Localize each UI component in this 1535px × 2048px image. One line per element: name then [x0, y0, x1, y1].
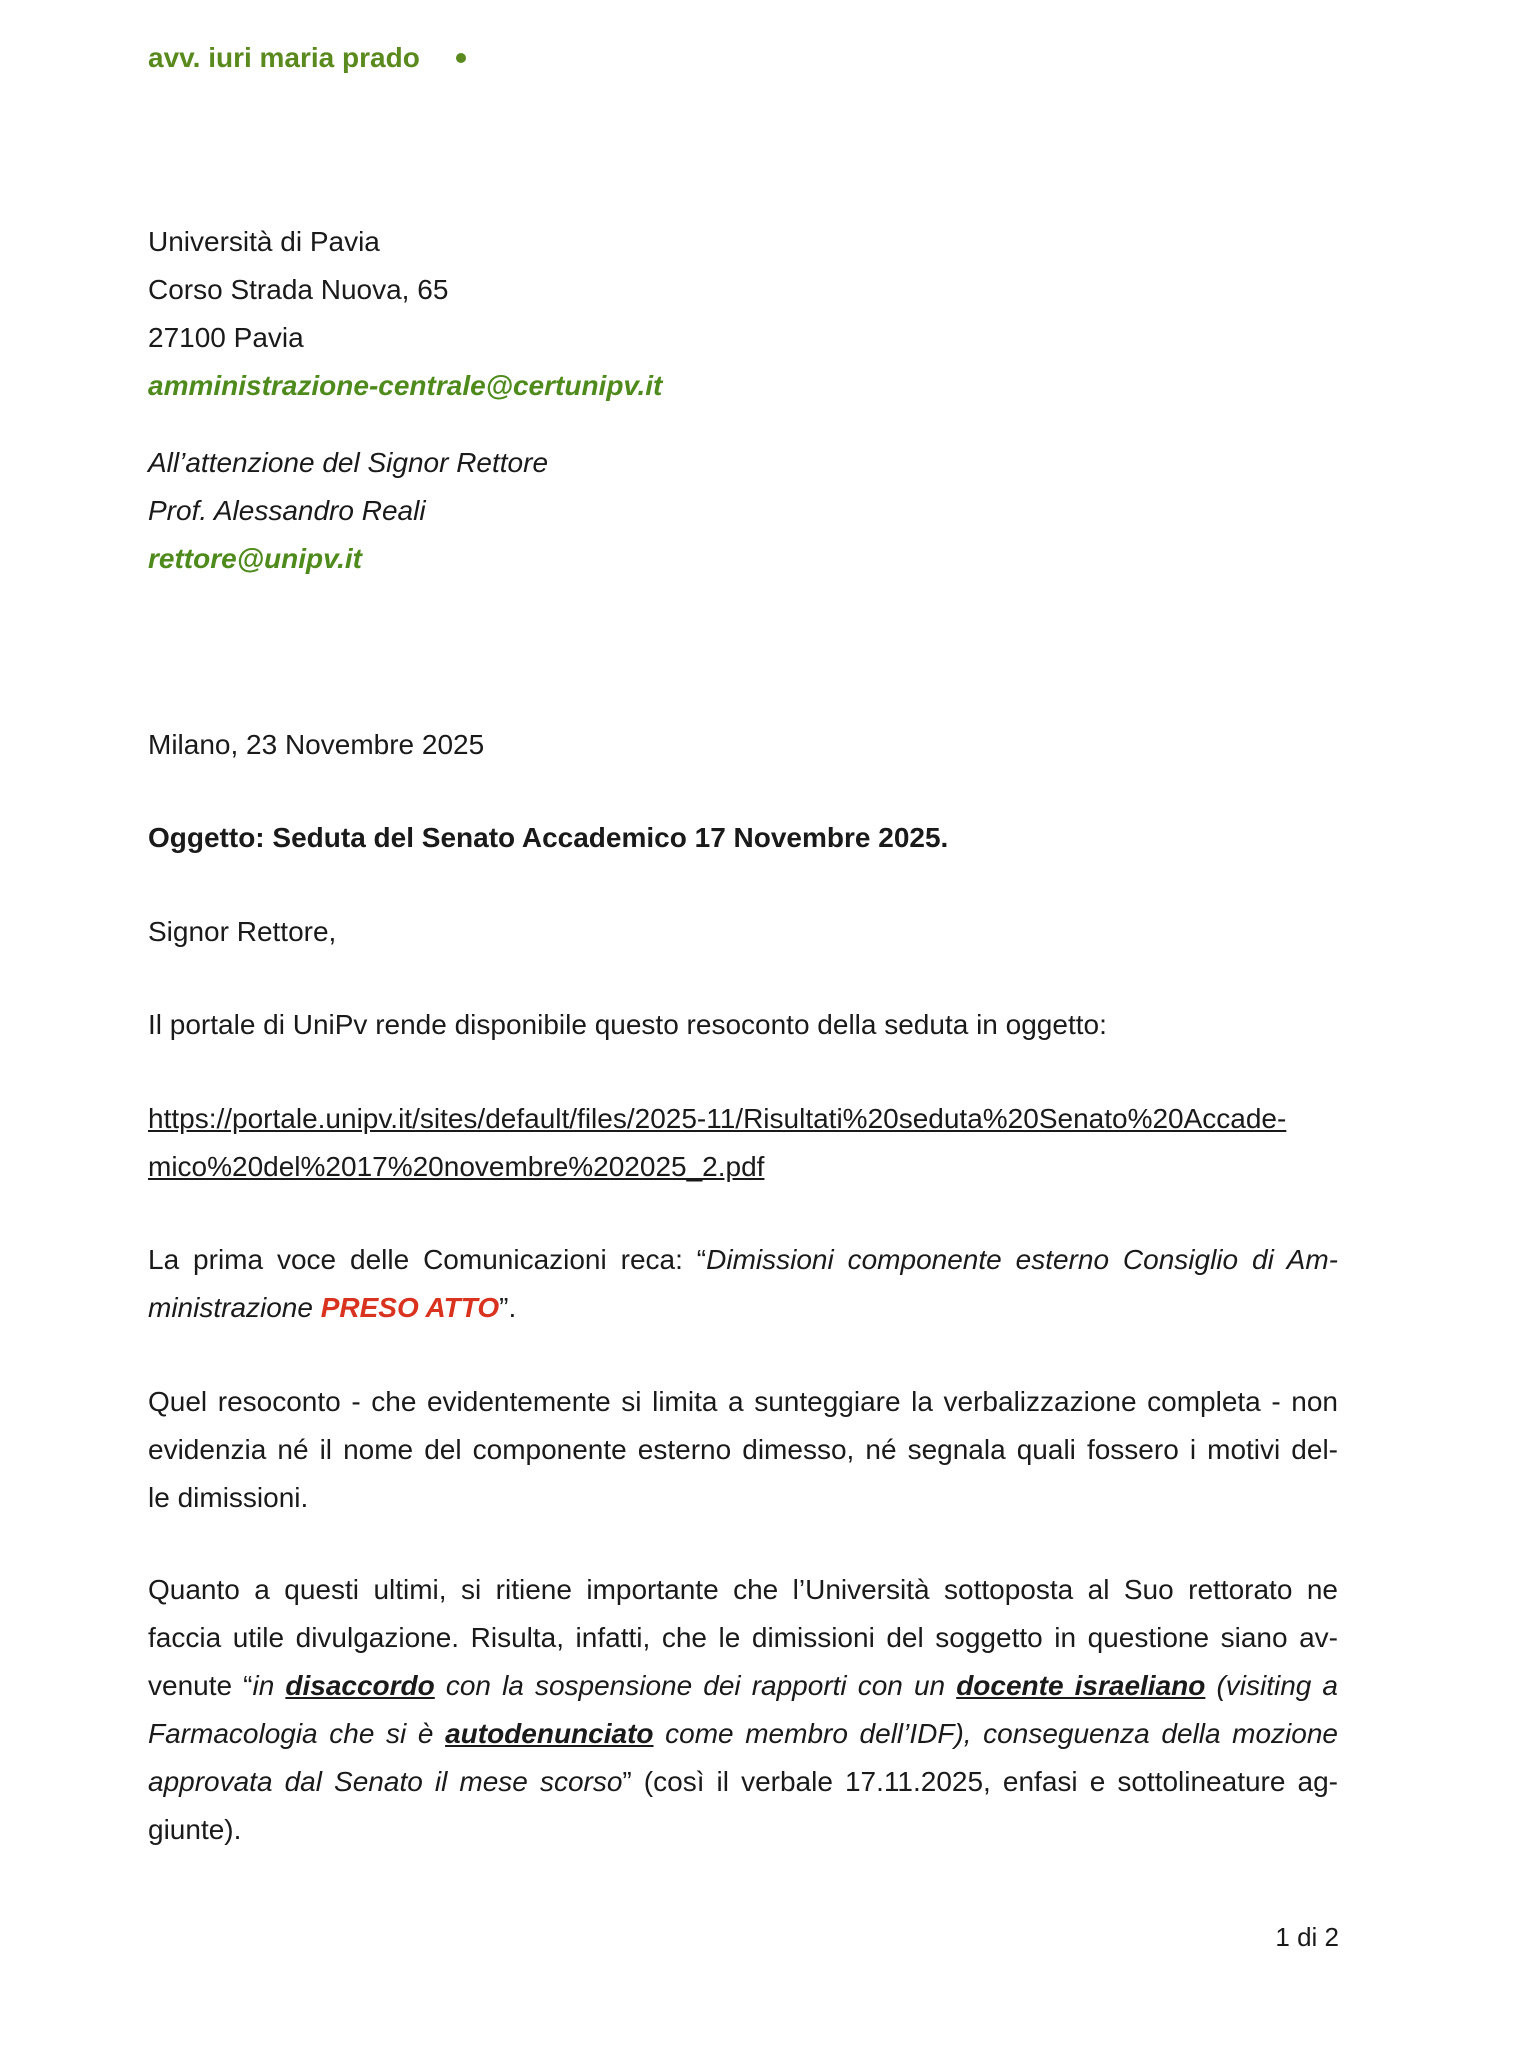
attention-email: rettore@unipv.it [148, 543, 362, 574]
url-block [148, 1095, 1338, 1191]
salutation [148, 908, 1338, 956]
url-link-line[interactable]: https://portale.unipv.it/sites/default/files/2025-11/Risultati%20seduta%20Senato%20Accade- [148, 1103, 1287, 1134]
letterhead-dot-icon [456, 53, 466, 63]
paragraph-line: Quel resoconto - che evidentemente si limita a sunteggiare la verbalizzazione completa - non [148, 1386, 1338, 1417]
attention-block [148, 439, 1338, 583]
emphasis-underline: disaccordo [285, 1670, 435, 1701]
paragraph-line: La prima voce delle Comunicazioni reca: “Dimissioni componente esterno Consiglio di Am- [148, 1244, 1338, 1275]
attention-name: Prof. Alessandro Reali [148, 495, 426, 526]
url-link-line[interactable]: mico%20del%2017%20novembre%202025_2.pdf [148, 1151, 765, 1182]
letter-date: Milano, 23 Novembre 2025 [148, 729, 485, 760]
paragraph-text: Il portale di UniPv rende disponibile questo resoconto della seduta in oggetto: [148, 1009, 1107, 1040]
paragraph-3 [148, 1378, 1338, 1522]
recipient-email: amministrazione-centrale@certunipv.it [148, 370, 663, 401]
paragraph-line: faccia utile divulgazione. Risulta, infatti, che le dimissioni del soggetto in questione siano av- [148, 1622, 1338, 1653]
paragraph-2 [148, 1236, 1338, 1332]
attention-line: All’attenzione del Signor Rettore [148, 447, 549, 478]
emphasis-underline: autodenunciato [445, 1718, 654, 1749]
paragraph-line: venute “in disaccordo con la sospensione dei rapporti con un docente israeliano (visiting a [148, 1670, 1339, 1701]
subject-line [148, 814, 1338, 862]
paragraph-line: Farmacologia che si è autodenunciato come membro dell’IDF), conseguenza della mozione [148, 1718, 1338, 1749]
salutation-text: Signor Rettore, [148, 916, 337, 947]
recipient-line: Corso Strada Nuova, 65 [148, 274, 449, 305]
recipient-address [148, 218, 1338, 410]
paragraph-line: giunte). [148, 1814, 242, 1845]
recipient-line: Università di Pavia [148, 226, 380, 257]
preso-atto-highlight: PRESO ATTO [320, 1292, 500, 1323]
paragraph-4 [148, 1566, 1338, 1854]
paragraph-line: approvata dal Senato il mese scorso” (così il verbale 17.11.2025, enfasi e sottolineature ag- [148, 1766, 1338, 1797]
letterhead [148, 42, 466, 74]
paragraph-line: le dimissioni. [148, 1482, 309, 1513]
letterhead-name: avv. iuri maria prado [148, 42, 420, 73]
paragraph-line: ministrazione PRESO ATTO”. [148, 1292, 517, 1323]
page-number: 1 di 2 [1275, 1922, 1339, 1952]
recipient-line: 27100 Pavia [148, 322, 304, 353]
paragraph-line: Quanto a questi ultimi, si ritiene importante che l’Università sottoposta al Suo rettorato ne [148, 1574, 1338, 1605]
emphasis-underline: docente israeliano [956, 1670, 1206, 1701]
date-line [148, 721, 1338, 769]
letter-subject: Oggetto: Seduta del Senato Accademico 17 Novembre 2025. [148, 822, 949, 853]
paragraph-1 [148, 1001, 1338, 1049]
paragraph-line: evidenzia né il nome del componente esterno dimesso, né segnala quali fossero i motivi del- [148, 1434, 1338, 1465]
